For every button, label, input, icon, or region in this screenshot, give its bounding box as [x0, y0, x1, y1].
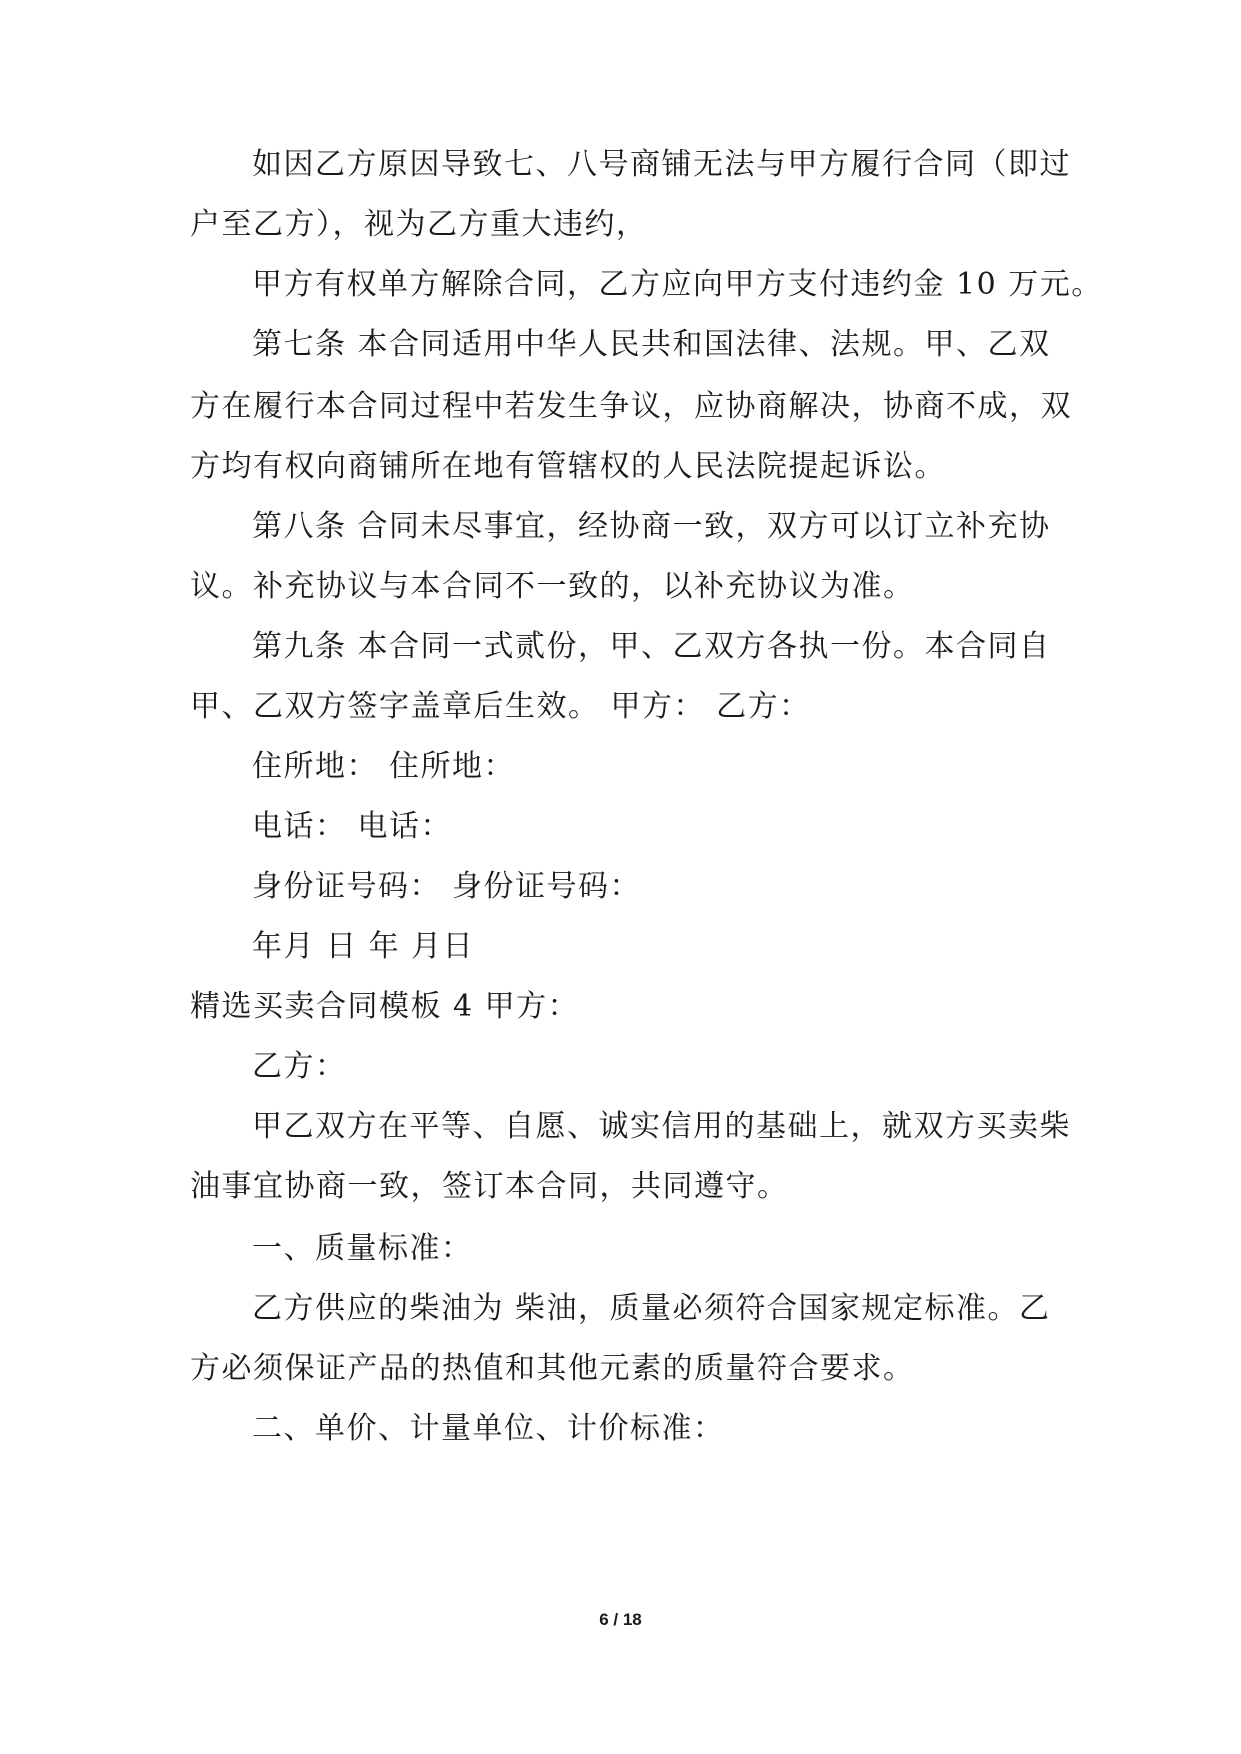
text-line: 甲、乙双方签字盖章后生效。 甲方： 乙方：: [190, 689, 811, 724]
text-line: 方在履行本合同过程中若发生争议，应协商解决，协商不成，双: [190, 389, 1072, 424]
text-line: 甲方有权单方解除合同，乙方应向甲方支付违约金 10 万元。: [252, 267, 1103, 302]
text-line: 年月 日 年 月日: [252, 929, 475, 964]
text-line: 第七条 本合同适用中华人民共和国法律、法规。甲、乙双: [252, 327, 1051, 362]
text-line: 如因乙方原因导致七、八号商铺无法与甲方履行合同（即过: [252, 147, 1071, 182]
text-line: 油事宜协商一致，签订本合同，共同遵守。: [190, 1169, 789, 1204]
text-line: 第八条 合同未尽事宜，经协商一致，双方可以订立补充协: [252, 509, 1051, 544]
text-line: 身份证号码： 身份证号码：: [252, 869, 642, 904]
text-line: 议。补充协议与本合同不一致的，以补充协议为准。: [190, 569, 915, 604]
text-line: 住所地： 住所地：: [252, 749, 516, 784]
text-line: 一、质量标准：: [252, 1231, 473, 1266]
text-line: 二、单价、计量单位、计价标准：: [252, 1411, 725, 1446]
page-number: 6 / 18: [599, 1610, 642, 1629]
text-line: 第九条 本合同一式贰份，甲、乙双方各执一份。本合同自: [252, 629, 1051, 664]
section-heading: 精选买卖合同模板 4 甲方：: [190, 989, 580, 1024]
text-line: 乙方供应的柴油为 柴油，质量必须符合国家规定标准。乙: [252, 1291, 1051, 1326]
text-line: 乙方：: [252, 1049, 347, 1084]
text-line: 户至乙方），视为乙方重大违约，: [190, 207, 648, 242]
text-line: 方均有权向商铺所在地有管辖权的人民法院提起诉讼。: [190, 449, 946, 484]
text-line: 甲乙双方在平等、自愿、诚实信用的基础上，就双方买卖柴: [252, 1109, 1071, 1144]
text-line: 电话： 电话：: [252, 809, 453, 844]
text-line: 方必须保证产品的热值和其他元素的质量符合要求。: [190, 1351, 915, 1386]
